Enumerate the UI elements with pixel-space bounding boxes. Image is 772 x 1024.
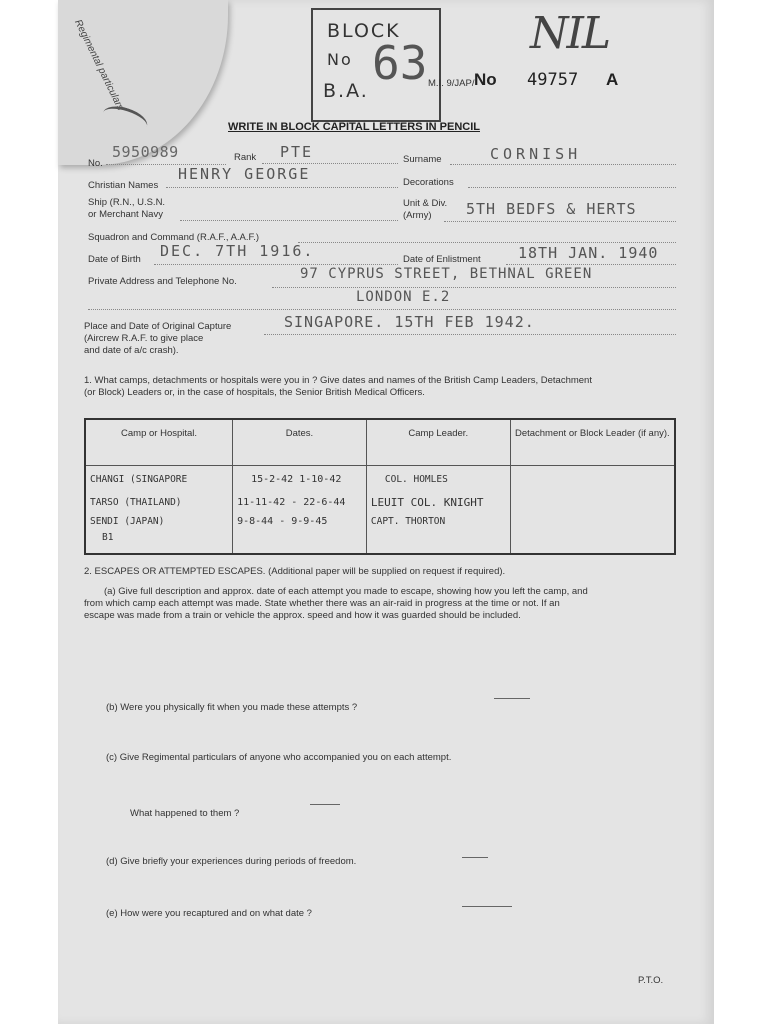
camp-cell (85, 466, 233, 555)
q1-text-1: 1. What camps, detachments or hospitals were you in ? Give dates and names of the British Camp Leaders, Detachment (84, 375, 592, 386)
surname-value: CORNISH (490, 145, 582, 163)
q2-c: (c) Give Regimental particulars of anyone who accompanied you on each attempt. (106, 752, 452, 763)
q2-c-2: What happened to them ? (130, 808, 240, 819)
q2-a-line-3: escape was made from a train or vehicle the approx. speed and how it was guarded should be included. (84, 610, 521, 621)
enlistment-label: Date of Enlistment (403, 254, 481, 265)
leader-cell (366, 466, 510, 555)
dash-mark (494, 698, 530, 699)
stamp-line-1: BLOCK (327, 20, 401, 42)
dash-mark (462, 906, 512, 907)
nil-annotation: NIL (530, 8, 610, 59)
squadron-label: Squadron and Command (R.A.F., A.A.F.) (88, 232, 260, 243)
stamp-line-2: No (327, 50, 353, 69)
camp-name-4: B1 (102, 532, 114, 543)
ship-label-1: Ship (R.N., U.S.N. (88, 197, 166, 208)
capture-value: SINGAPORE. 15TH FEB 1942. (284, 313, 535, 331)
camp-name-3: SENDI (JAPAN) (90, 516, 165, 527)
stamp-number: 63 (372, 36, 428, 90)
q2-a-line-2: from which camp each attempt was made. State whether there was an air-raid in progress at the time or not. If an (84, 598, 560, 609)
dob-label: Date of Birth (88, 254, 141, 265)
form-instruction: WRITE IN BLOCK CAPITAL LETTERS IN PENCIL (228, 121, 480, 133)
camp-leader-3: CAPT. THORTON (370, 516, 446, 527)
curl-text: Regimental particulars (72, 18, 126, 113)
block-cell (510, 466, 675, 555)
form-suffix: A (606, 70, 619, 89)
dash-mark (310, 804, 340, 805)
address-value-2: LONDON E.2 (356, 289, 451, 305)
table-header-row (85, 419, 675, 466)
capture-label-3: and date of a/c crash). (84, 345, 179, 356)
camps-table (84, 418, 676, 555)
rank-label: Rank (234, 152, 257, 163)
q2-a-line-1: (a) Give full description and approx. date of each attempt you made to escape, showing how you left the camp, and (104, 586, 588, 597)
service-number-label: No. (88, 158, 103, 169)
please-turn-over: P.T.O. (638, 975, 664, 986)
column-header-block: Detachment or Block Leader (if any). (510, 419, 675, 466)
q2-d: (d) Give briefly your experiences during periods of freedom. (106, 856, 357, 867)
camp-name-2: TARSO (THAILAND) (90, 497, 182, 508)
camp-dates-2: 11-11-42 - 22-6-44 (237, 497, 346, 508)
ship-label-2: or Merchant Navy (88, 209, 163, 220)
column-header-camp: Camp or Hospital. (85, 419, 233, 466)
unit-label-2: (Army) (403, 210, 432, 221)
q2-b: (b) Were you physically fit when you made these attempts ? (106, 702, 358, 713)
camp-dates-1: 15-2-42 1-10-42 (251, 474, 342, 485)
camp-dates-3: 9-8-44 - 9-9-45 (237, 516, 328, 527)
dates-cell (233, 466, 367, 555)
column-header-dates: Dates. (233, 419, 367, 466)
dash-mark (462, 857, 488, 858)
q2-e: (e) How were you recaptured and on what date ? (106, 908, 312, 919)
camp-name-1: CHANGI (SINGAPORE (90, 474, 188, 485)
unit-label-1: Unit & Div. (403, 198, 448, 209)
number-label: No (474, 70, 497, 89)
table-row (85, 466, 675, 555)
enlistment-value: 18TH JAN. 1940 (518, 244, 659, 262)
rank-value: PTE (280, 143, 314, 161)
q2-title: 2. ESCAPES OR ATTEMPTED ESCAPES. (Additional paper will be supplied on request if required). (84, 566, 506, 577)
reference-code: M.I. 9/JAP/ (428, 78, 475, 89)
christian-names-label: Christian Names (88, 180, 159, 191)
surname-label: Surname (403, 154, 442, 165)
address-value-1: 97 CYPRUS STREET, BETHNAL GREEN (300, 266, 593, 282)
column-header-leader: Camp Leader. (366, 419, 510, 466)
q1-text-2: (or Block) Leaders or, in the case of hospitals, the Senior British Medical Officers. (84, 387, 425, 398)
form-number: 49757 (527, 70, 579, 90)
address-label: Private Address and Telephone No. (88, 276, 237, 287)
camp-leader-2: LEUIT COL. KNIGHT (370, 496, 484, 509)
stamp-line-3: B.A. (323, 80, 369, 102)
service-number-value: 5950989 (112, 143, 179, 161)
unit-value: 5TH BEDFS & HERTS (466, 200, 637, 218)
decorations-label: Decorations (403, 177, 454, 188)
capture-label-2: (Aircrew R.A.F. to give place (84, 333, 204, 344)
christian-names-value: HENRY GEORGE (178, 165, 311, 183)
camp-leader-1: COL. HOMLES (384, 474, 448, 485)
capture-label-1: Place and Date of Original Capture (84, 321, 232, 332)
dob-value: DEC. 7TH 1916. (160, 242, 315, 260)
